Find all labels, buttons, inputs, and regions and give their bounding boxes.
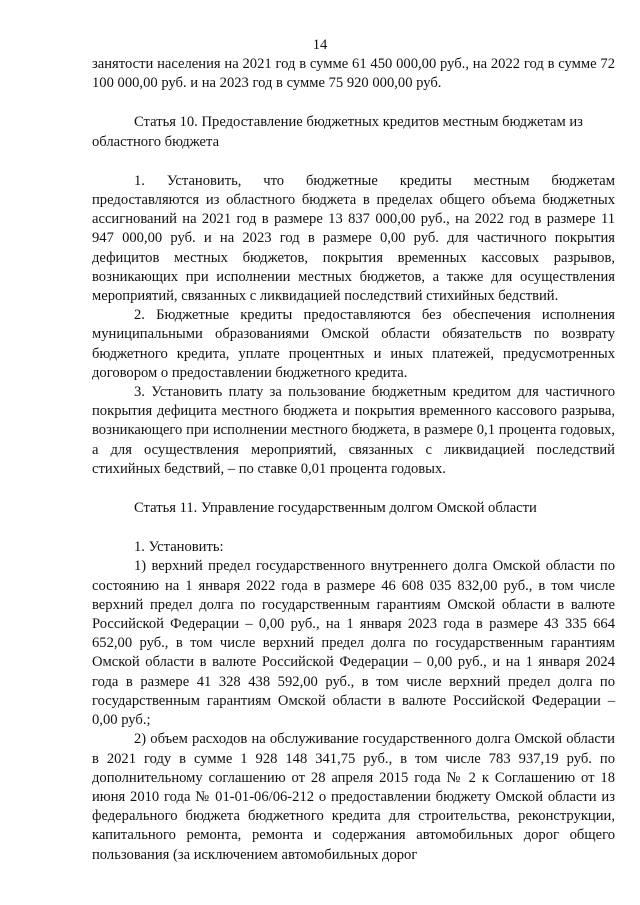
article-11-item-2: 2) объем расходов на обслуживание государственного долга Омской области в 2021 году в сумме 1 928 148 341,75 руб., в том числе 783 937,19 руб. по дополнительному соглашению от 28 апреля 2015 года № 2 к Соглашению от 18 июня 2010 года № 01-01-06/06-212 о предоставлении бюджету Омской области из федерального бюджета бюджетного кредита для строительства, реконструкции, капитального ремонта, ремонта и содержания автомобильных дорог общего пользования (за исключением автомобильных дорог: [92, 731, 615, 863]
article-10-clause-2: 2. Бюджетные кредиты предоставляются без обеспечения исполнения муниципальными образованиями Омской области обязательств по возврату бюджетного кредита, уплате процентных и иных платежей, предусмотренных договором о предоставлении бюджетного кредита.: [92, 307, 615, 381]
article-11-heading: Статья 11. Управление государственным долгом Омской области: [134, 500, 537, 517]
article-10-clause-3: 3. Установить плату за пользование бюджетным кредитом для частичного покрытия дефицита местного бюджета и покрытия временного кассового разрыва, возникающего при исполнении местного бюджета, в размере 0,1 процента годовых, а для осуществления мероприятий, связанных с ликвидацией последствий стихийных бедствий, – по ставке 0,01 процента годовых.: [92, 384, 615, 477]
document-body: [92, 55, 615, 865]
paragraph-continuation: занятости населения на 2021 год в сумме 61 450 000,00 руб., на 2022 год в сумме 72 100 000,00 руб. и на 2023 год в сумме 75 920 000,00 руб.: [92, 56, 615, 92]
article-11-item-1: 1) верхний предел государственного внутреннего долга Омской области по состоянию на 1 января 2022 года в размере 46 608 035 832,00 руб., в том числе верхний предел долга по государственным гарантиям Омской области в валюте Российской Федерации – 0,00 руб., на 1 января 2023 года в размере 43 335 664 652,00 руб., в том числе верхний предел долга по государственным гарантиям Омской области в валюте Российской Федерации – 0,00 руб., и на 1 января 2024 года в размере 41 328 438 592,00 руб., в том числе верхний предел долга по государственным гарантиям Омской области в валюте Российской Федерации – 0,00 руб.;: [92, 558, 615, 729]
page-number: 14: [312, 37, 328, 53]
article-11-clause-1: 1. Установить:: [134, 539, 224, 556]
article-10-heading: Статья 10. Предоставление бюджетных кредитов местным бюджетам из областного бюджета: [92, 114, 583, 150]
article-10-clause-1: 1. Установить, что бюджетные кредиты местным бюджетам предоставляются из областного бюджета в пределах общего объема бюджетных ассигнований на 2021 год в размере 13 837 000,00 руб., на 2022 год в размере 11 947 000,00 руб. и на 2023 год в размере 0,00 руб. для частичного покрытия дефицитов местных бюджетов, покрытия временных кассовых разрывов, возникающих при исполнении местных бюджетов, а также для осуществления мероприятий, связанных с ликвидацией последствий стихийных бедствий.: [92, 172, 615, 305]
